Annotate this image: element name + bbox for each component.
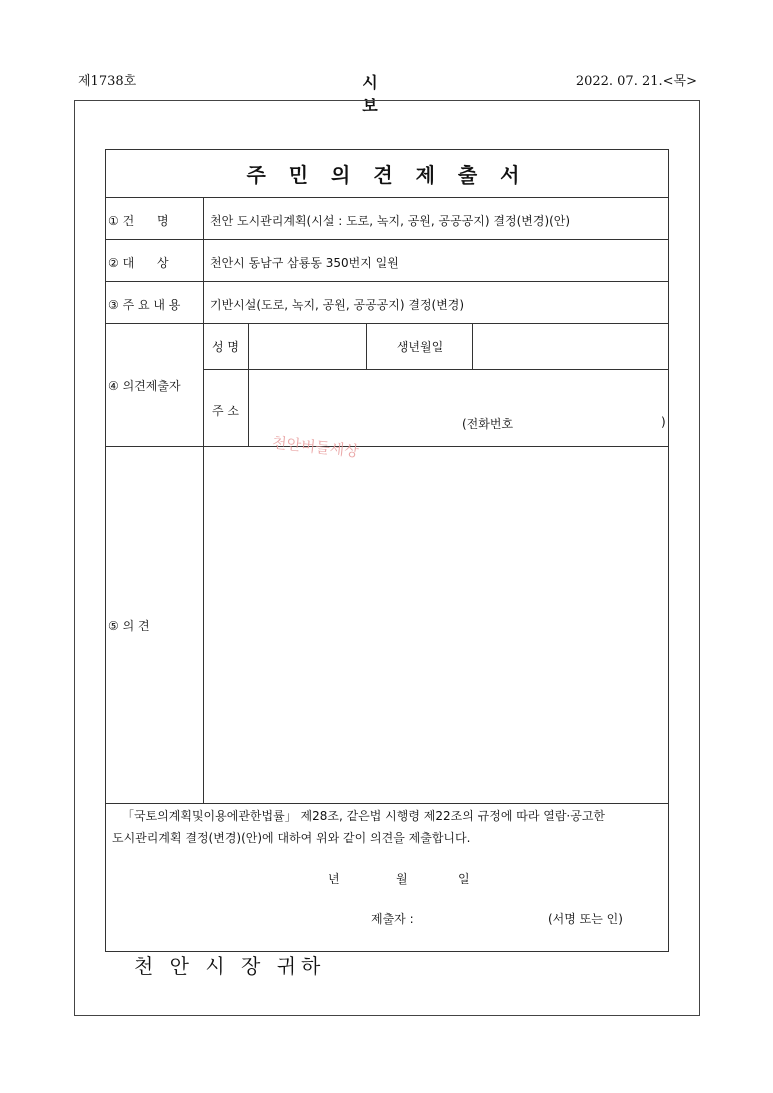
date-month-label: 월 [396, 872, 408, 886]
divider [472, 323, 473, 369]
issue-number: 제1738호 [78, 74, 137, 89]
divider [203, 197, 204, 803]
subject-label: ① 건 명 [108, 214, 169, 228]
divider [106, 197, 668, 198]
target-label: ② 대 상 [108, 256, 169, 270]
target-value: 천안시 동남구 삼룡동 350번지 일원 [210, 256, 399, 270]
subject-value: 천안 도시관리계획(시설 : 도로, 녹지, 공원, 공공공지) 결정(변경)(안) [210, 214, 571, 228]
legal-statement [112, 805, 662, 849]
statement-line-1: 「국토의계획및이용에관한법률」 제28조, 같은법 시행령 제22조의 규정에 따라 열람·공고한 [122, 809, 606, 823]
submitter-label: 제출자 : [371, 912, 414, 926]
name-label: 성 명 [212, 340, 239, 354]
watermark: 천안버들세상 [271, 433, 360, 461]
opinion-form [105, 149, 669, 978]
form-title: 주 민 의 견 제 출 서 [246, 163, 528, 187]
publication-date: 2022. 07. 21.<목> [575, 74, 697, 89]
divider [106, 239, 668, 240]
addressee: 천 안 시 장 귀하 [134, 954, 326, 978]
opinion-label: ⑤ 의 견 [108, 619, 150, 633]
statement-line-2: 도시관리계획 결정(변경)(안)에 대하여 위와 같이 의견을 제출합니다. [112, 831, 471, 845]
date-day-label: 일 [458, 872, 470, 886]
date-year-label: 년 [328, 872, 340, 886]
address-field[interactable] [251, 372, 665, 442]
signature-label: (서명 또는 인) [548, 912, 623, 926]
main-content-value: 기반시설(도로, 녹지, 공원, 공공공지) 결정(변경) [210, 298, 465, 312]
divider [106, 803, 668, 804]
divider [248, 323, 249, 446]
opinion-field[interactable] [206, 450, 664, 800]
divider [106, 446, 668, 447]
submitter-section-label: ④ 의견제출자 [108, 379, 181, 393]
divider [106, 323, 668, 324]
phone-label: (전화번호 [462, 417, 514, 431]
address-label: 주 소 [212, 404, 239, 418]
divider [366, 323, 367, 369]
divider [204, 369, 668, 370]
name-field[interactable] [251, 326, 364, 366]
divider [106, 281, 668, 282]
birth-date-field[interactable] [475, 326, 665, 366]
phone-close-paren: ) [661, 415, 666, 429]
birth-date-label: 생년월일 [396, 340, 444, 354]
publication-title: 시 보 [362, 73, 408, 115]
main-content-label: ③ 주 요 내 용 [108, 298, 181, 312]
